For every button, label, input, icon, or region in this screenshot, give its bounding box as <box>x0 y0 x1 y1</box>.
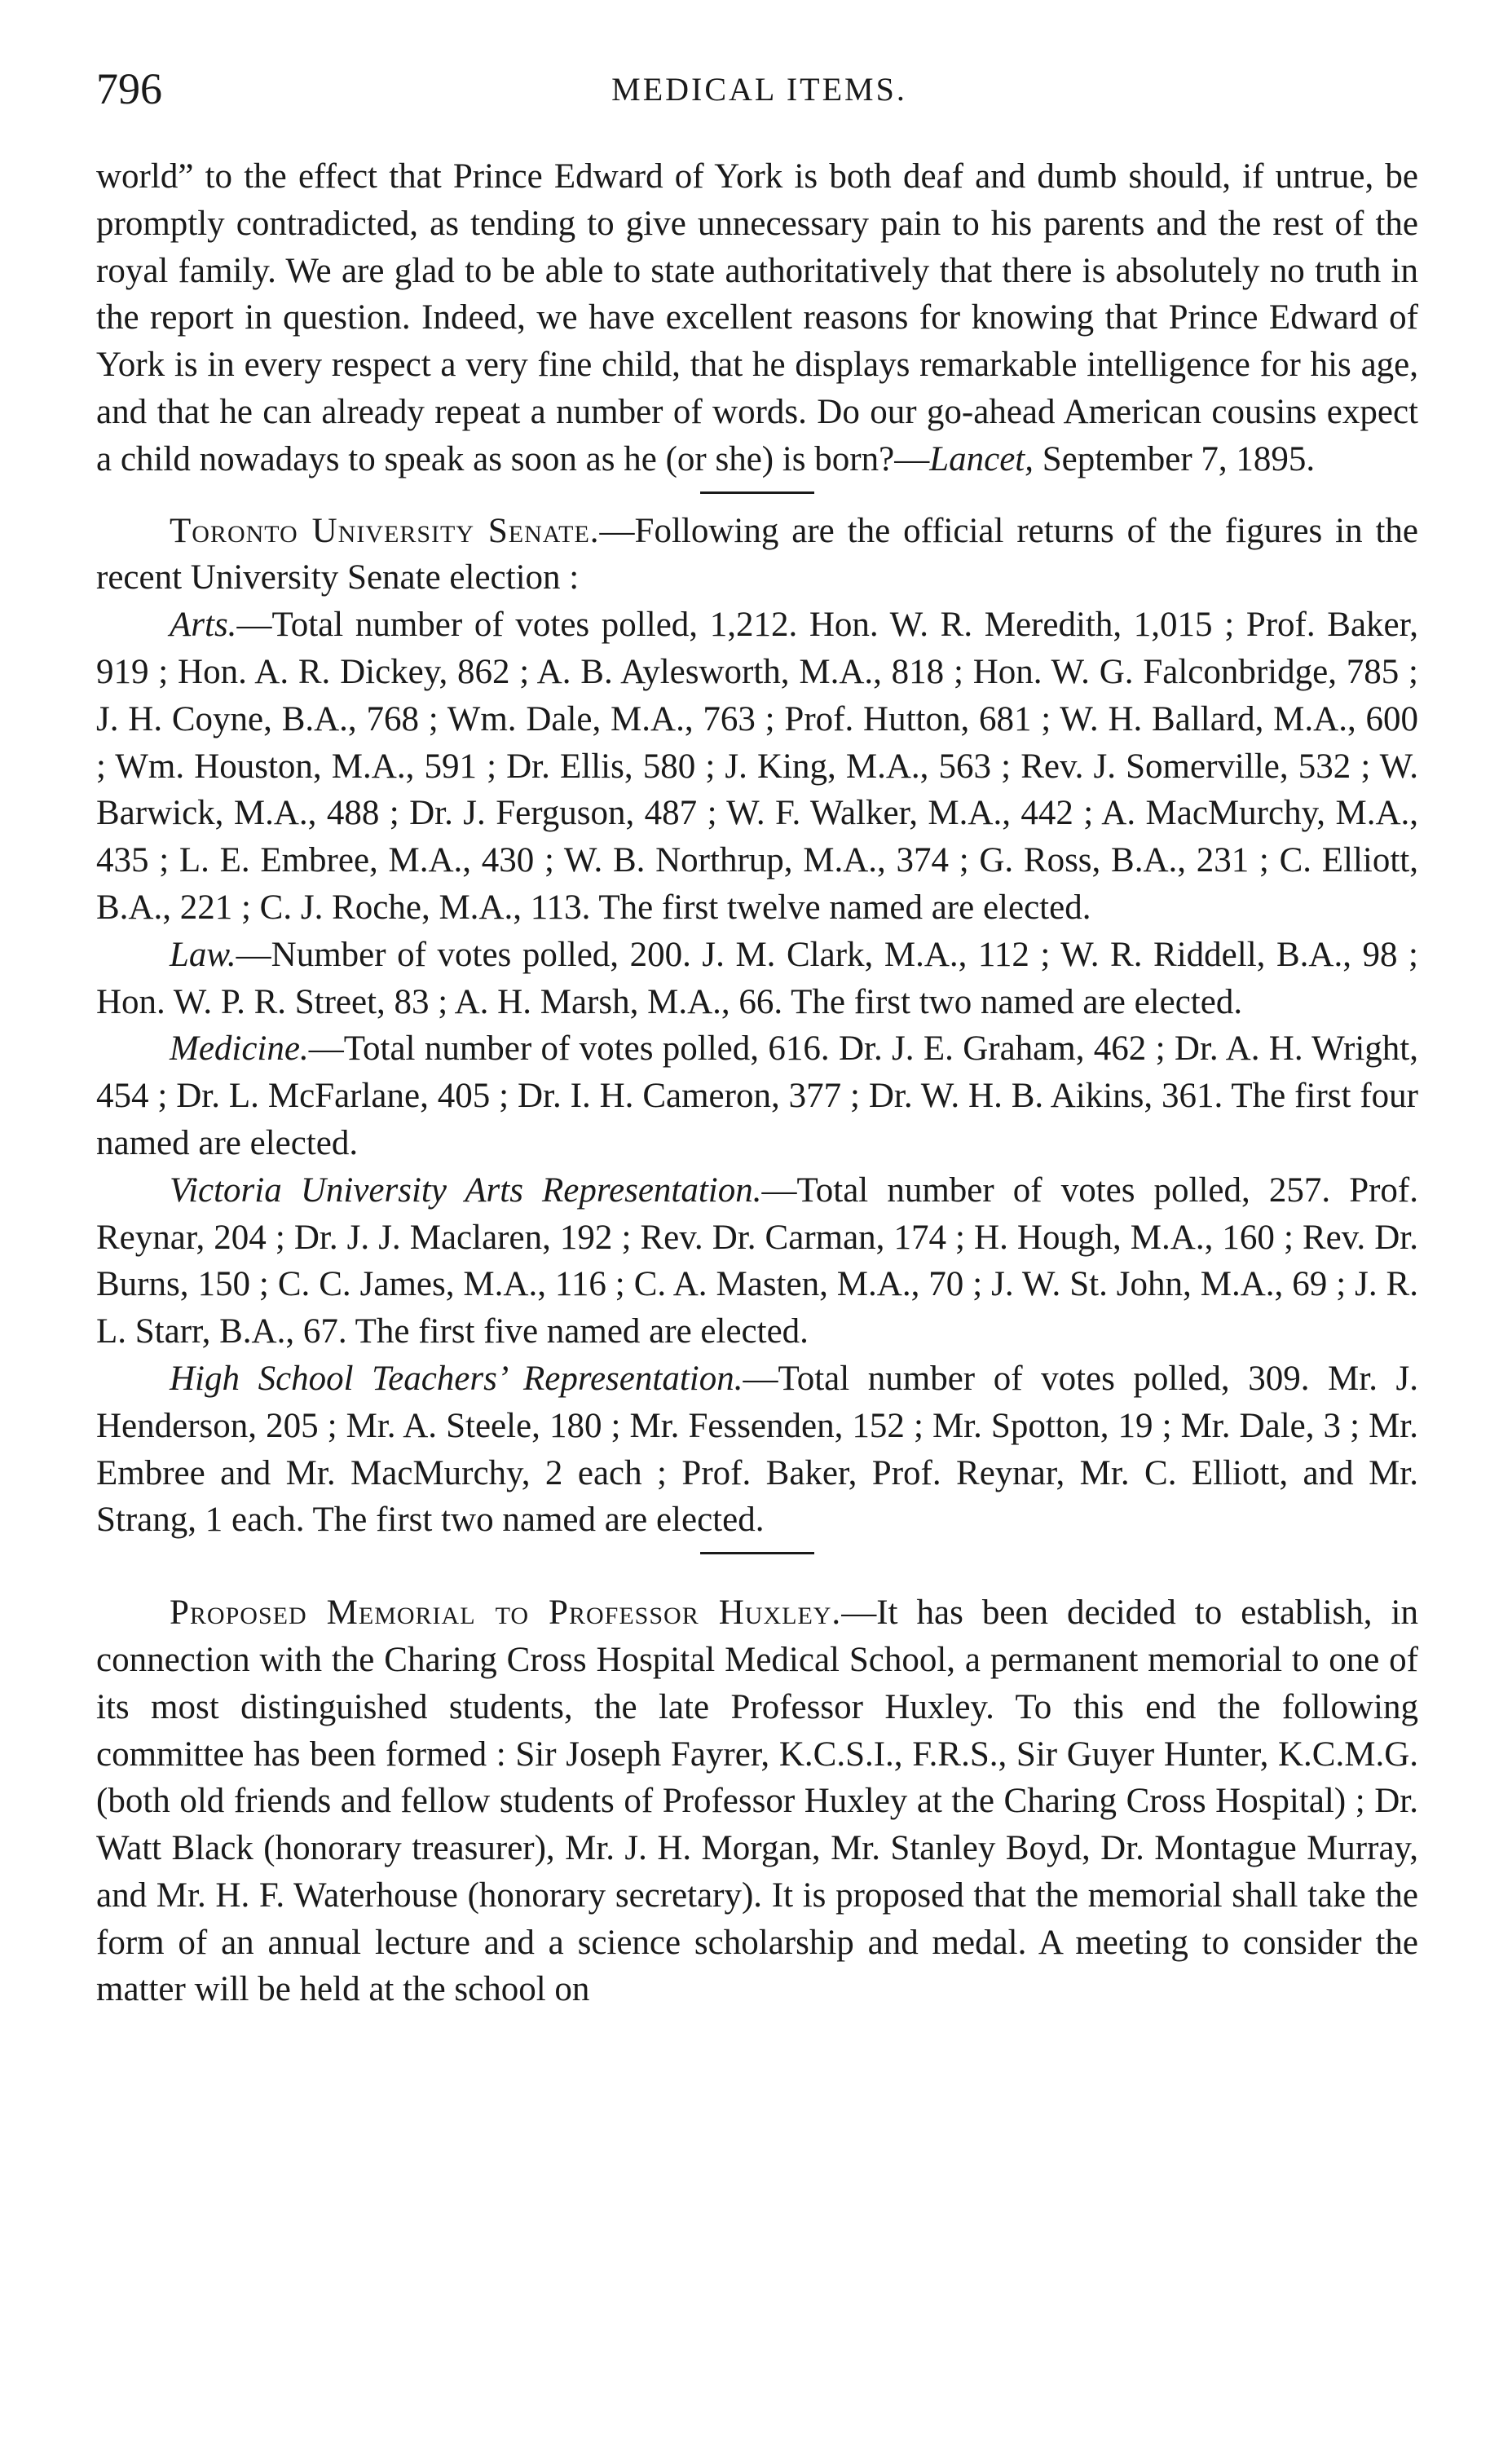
section-divider <box>700 1552 814 1554</box>
medicine-label: Medicine. <box>170 1029 309 1069</box>
arts-label: Arts. <box>170 606 237 645</box>
law-text: —Number of votes polled, 200. J. M. Clark, M.A., 112 ; W. R. Riddell, B.A., 98 ; Hon. W. P. R. Street, 83 ; A. H. Marsh, M.A., 66. The first two named are elected. <box>96 935 1418 1021</box>
law-label: Law. <box>170 935 236 974</box>
toronto-heading: Toronto University Senate. <box>170 511 600 550</box>
continuation-paragraph <box>96 153 1418 483</box>
high-school-label: High School Teachers’ Representation. <box>170 1359 743 1398</box>
page-header <box>96 64 1422 121</box>
toronto-intro-text: —Following are the official returns of the figures in the recent University Senate election : <box>96 511 1418 597</box>
huxley-text: —It has been decided to establish, in connection with the Charing Cross Hospital Medical School, a permanent memorial to one of its most distinguished students, the late Professor Huxley. To this end the following committee has been formed : Sir Joseph Fayrer, K.C.S.I., F.R.S., Sir Guyer Hunter, K.C.M.G. (both old friends and fellow students of Professor Huxley at the Charing Cross Hospital) ; Dr. Watt Black (honorary treasurer), Mr. J. H. Morgan, Mr. Stanley Boyd, Dr. Montague Murray, and Mr. H. F. Waterhouse (honorary secretary). It is proposed that the memorial shall take the form of an annual lecture and a science scholarship and medal. A meeting to consider the matter will be held at the school on <box>96 1593 1418 2009</box>
huxley-heading: Proposed Memorial to Professor Huxley. <box>170 1593 842 1633</box>
victoria-text: —Total number of votes polled, 257. Prof. Reynar, 204 ; Dr. J. J. Maclaren, 192 ; Rev. Dr. Carman, 174 ; H. Hough, M.A., 160 ; Rev. Dr. Burns, 150 ; C. C. James, M.A., 116 ; C. A. Masten, M.A., 70 ; J. W. St. John, M.A., 69 ; J. R. L. Starr, B.A., 67. The first five named are elected. <box>96 1170 1418 1351</box>
toronto-intro-paragraph <box>96 508 1418 602</box>
law-paragraph <box>96 932 1418 1026</box>
running-head: MEDICAL ITEMS. <box>611 71 907 108</box>
victoria-label: Victoria University Arts Representation. <box>170 1170 762 1210</box>
source-citation: Lancet, <box>929 439 1034 478</box>
arts-text: —Total number of votes polled, 1,212. Hon. W. R. Meredith, 1,015 ; Prof. Baker, 919 ; Hon. A. R. Dickey, 862 ; A. B. Aylesworth, M.A., 818 ; Hon. W. G. Falconbridge, 785 ; J. H. Coyne, B.A., 768 ; Wm. Dale, M.A., 763 ; Prof. Hutton, 681 ; W. H. Ballard, M.A., 600 ; Wm. Houston, M.A., 591 ; Dr. Ellis, 580 ; J. King, M.A., 563 ; Rev. J. Somerville, 532 ; W. Barwick, M.A., 488 ; Dr. J. Ferguson, 487 ; W. F. Walker, M.A., 442 ; A. MacMurchy, M.A., 435 ; L. E. Embree, M.A., 430 ; W. B. Northrup, M.A., 374 ; G. Ross, B.A., 231 ; C. Elliott, B.A., 221 ; C. J. Roche, M.A., 113. The first twelve named are elected. <box>96 606 1418 927</box>
victoria-paragraph <box>96 1167 1418 1355</box>
body-text <box>96 153 1418 2013</box>
page-number: 796 <box>96 64 162 113</box>
section-divider <box>700 491 814 494</box>
citation-date: September 7, 1895. <box>1034 439 1316 478</box>
high-school-text: —Total number of votes polled, 309. Mr. J. Henderson, 205 ; Mr. A. Steele, 180 ; Mr. Fessenden, 152 ; Mr. Spotton, 19 ; Mr. Dale, 3 ; Mr. Embree and Mr. MacMurchy, 2 each ; Prof. Baker, Prof. Reynar, Mr. C. Elliott, and Mr. Strang, 1 each. The first two named are elected. <box>96 1359 1419 1540</box>
arts-paragraph <box>96 602 1418 932</box>
high-school-paragraph <box>96 1355 1418 1544</box>
medicine-text: —Total number of votes polled, 616. Dr. J. E. Graham, 462 ; Dr. A. H. Wright, 454 ; Dr. L. McFarlane, 405 ; Dr. I. H. Cameron, 377 ; Dr. W. H. B. Aikins, 361. The first four named are elected. <box>96 1029 1418 1162</box>
huxley-paragraph <box>96 1589 1418 2013</box>
medicine-paragraph <box>96 1025 1418 1166</box>
continuation-text: world” to the effect that Prince Edward of York is both deaf and dumb should, if untrue, be promptly contradicted, as tending to give unnecessary pain to his parents and the rest of the royal family. We are glad to be able to state authoritatively that there is absolutely no truth in the report in question. Indeed, we have excellent reasons for knowing that Prince Edward of York is in every respect a very fine child, that he displays remarkable intelligence for his age, and that he can already repeat a number of words. Do our go-ahead American cousins expect a child nowadays to speak as soon as he (or she) is born?— <box>96 157 1418 478</box>
